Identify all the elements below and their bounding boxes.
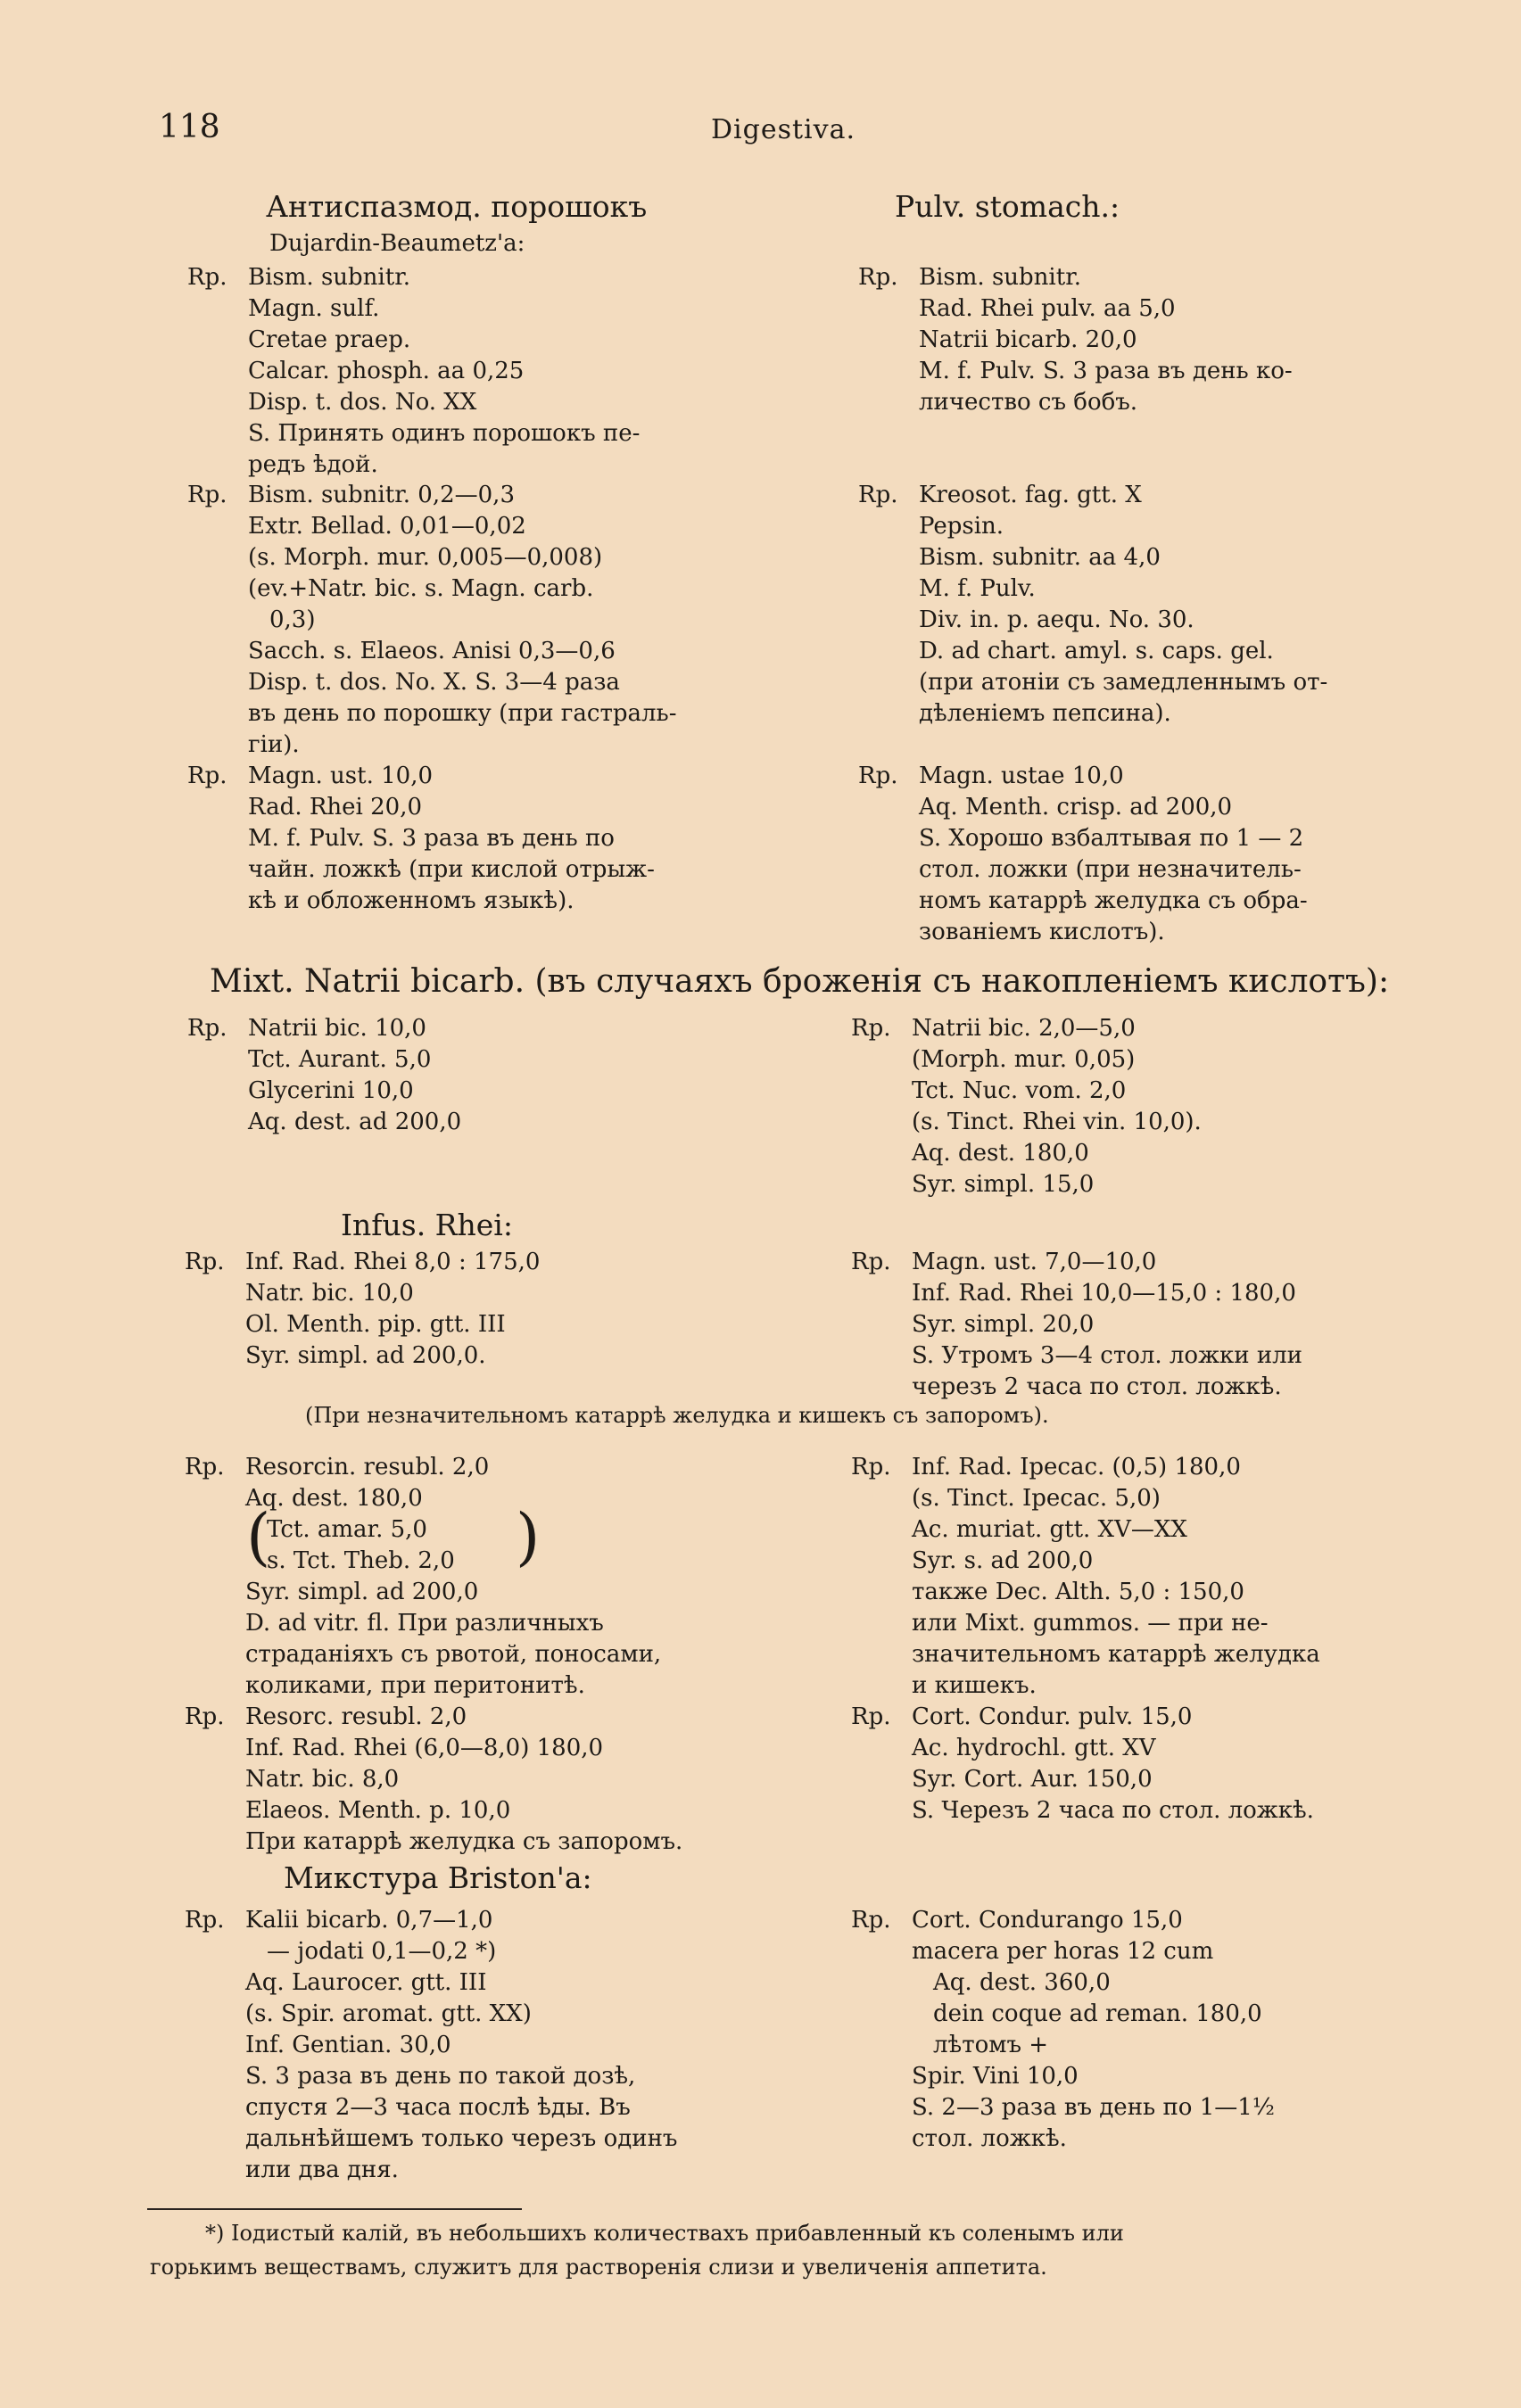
recipe-line: (s. Tinct. Rhei vin. 10,0). xyxy=(912,1109,1202,1135)
recipe-line: Natrii bic. 10,0 xyxy=(248,1015,426,1042)
recipe-line: dein coque ad reman. 180,0 xyxy=(933,2000,1262,2027)
recipe-line: Syr. s. ad 200,0 xyxy=(912,1547,1094,1574)
rp-mark: Rp. xyxy=(187,264,227,291)
right-brace: ) xyxy=(516,1500,541,1573)
recipe-line: (Morph. mur. 0,05) xyxy=(912,1046,1136,1073)
running-head: Digestiva. xyxy=(711,114,856,145)
recipe-left-4 xyxy=(187,1013,462,1138)
recipe-line: Resorc. resubl. 2,0 xyxy=(245,1703,467,1730)
rp-mark: Rp. xyxy=(858,264,898,291)
recipe-line: Calcar. phosph. aa 0,25 xyxy=(248,358,525,384)
recipe-line: Kreosot. fag. gtt. X xyxy=(919,482,1142,508)
recipe-line: Aq. Laurocer. gtt. III xyxy=(245,1969,487,1996)
recipe-line: Tct. Aurant. 5,0 xyxy=(248,1046,432,1073)
recipe-line: Natrii bic. 2,0—5,0 xyxy=(912,1015,1136,1042)
recipe-line: Syr. Cort. Aur. 150,0 xyxy=(912,1766,1153,1793)
recipe-line: S. Принять одинъ порошокъ пе- xyxy=(248,420,641,447)
rp-mark: Rp. xyxy=(187,763,227,789)
antispasm-powder-subtitle: Dujardin-Beaumetz'a: xyxy=(269,230,525,257)
footnote-rule xyxy=(147,2208,522,2210)
recipe-line: дѣленіемъ пепсина). xyxy=(919,700,1171,727)
rp-mark: Rp. xyxy=(185,1249,225,1275)
recipe-line: Aq. dest. 180,0 xyxy=(245,1485,423,1512)
rp-mark: Rp. xyxy=(858,482,898,508)
recipe-right-2 xyxy=(858,480,1328,730)
recipe-line: Spir. Vini 10,0 xyxy=(912,2063,1079,2090)
recipe-line: s. Tct. Theb. 2,0 xyxy=(267,1547,455,1574)
recipe-line: Aq. Menth. crisp. ad 200,0 xyxy=(919,794,1233,821)
recipe-left-7 xyxy=(185,1702,683,1858)
recipe-line: редъ ѣдой. xyxy=(248,451,378,478)
recipe-line: — jodati 0,1—0,2 *) xyxy=(267,1938,497,1965)
recipe-line: Ac. muriat. gtt. XV—XX xyxy=(912,1516,1187,1543)
recipe-line: Cort. Condur. pulv. 15,0 xyxy=(912,1703,1193,1730)
recipe-right-5 xyxy=(851,1247,1303,1403)
recipe-line: Disp. t. dos. No. XX xyxy=(248,389,477,416)
left-brace: ( xyxy=(246,1500,271,1573)
recipe-line: D. ad vitr. fl. При различныхъ xyxy=(245,1610,604,1637)
recipe-line: чайн. ложкѣ (при кислой отрыж- xyxy=(248,856,655,883)
recipe-line: Aq. dest. 180,0 xyxy=(912,1140,1089,1167)
recipe-line: Syr. simpl. 15,0 xyxy=(912,1171,1095,1198)
recipe-line: (ev.+Natr. bic. s. Magn. carb. xyxy=(248,575,594,602)
rp-mark: Rp. xyxy=(187,1015,227,1042)
recipe-line: (при атоніи съ замедленнымъ от- xyxy=(919,669,1328,696)
recipe-line: Ac. hydrochl. gtt. XV xyxy=(912,1735,1156,1761)
recipe-line: Glycerini 10,0 xyxy=(248,1077,414,1104)
recipe-line: S. 2—3 раза въ день по 1—1½ xyxy=(912,2094,1275,2121)
recipe-line: Inf. Rad. Rhei 8,0 : 175,0 xyxy=(245,1249,541,1275)
recipe-line: S. 3 раза въ день по такой дозѣ, xyxy=(245,2063,636,2090)
recipe-line: Extr. Bellad. 0,01—0,02 xyxy=(248,513,526,540)
recipe-line: коликами, при перитонитѣ. xyxy=(245,1672,585,1699)
recipe-right-6 xyxy=(851,1452,1320,1702)
recipe-line: Cort. Condurango 15,0 xyxy=(912,1907,1183,1934)
recipe-line: стол. ложкѣ. xyxy=(912,2125,1067,2152)
recipe-line: Rad. Rhei pulv. aa 5,0 xyxy=(919,295,1176,322)
recipe-line: Magn. ustae 10,0 xyxy=(919,763,1124,789)
recipe-left-3 xyxy=(187,761,655,917)
recipe-line: дальнѣйшемъ только черезъ одинъ xyxy=(245,2125,678,2152)
recipe-line: 0,3) xyxy=(269,606,316,633)
recipe-line: Bism. subnitr. xyxy=(919,264,1082,291)
footnote-line-1: *) Іодистый калій, въ небольшихъ количествахъ прибавленный къ соленымъ или xyxy=(205,2221,1124,2246)
recipe-line: черезъ 2 часа по стол. ложкѣ. xyxy=(912,1373,1282,1400)
recipe-line: Bism. subnitr. 0,2—0,3 xyxy=(248,482,515,508)
recipe-line: Aq. dest. ad 200,0 xyxy=(248,1109,462,1135)
recipe-line: (s. Tinct. Ipecac. 5,0) xyxy=(912,1485,1161,1512)
footnote-line-2: горькимъ веществамъ, служитъ для растворенія слизи и увеличенія аппетита. xyxy=(150,2255,1047,2280)
recipe-right-4 xyxy=(851,1013,1202,1200)
recipe-line: лѣтомъ + xyxy=(933,2032,1049,2058)
recipe-line: M. f. Pulv. xyxy=(919,575,1036,602)
recipe-left-8 xyxy=(185,1905,678,2186)
recipe-line: M. f. Pulv. S. 3 раза въ день ко- xyxy=(919,358,1293,384)
recipe-line: (s. Spir. aromat. gtt. XX) xyxy=(245,2000,532,2027)
recipe-line: Magn. ust. 10,0 xyxy=(248,763,433,789)
recipe-line: Bism. subnitr. xyxy=(248,264,411,291)
recipe-line: Syr. simpl. 20,0 xyxy=(912,1311,1095,1338)
recipe-line: Div. in. p. aequ. No. 30. xyxy=(919,606,1194,633)
recipe-line: Natrii bicarb. 20,0 xyxy=(919,326,1137,353)
recipe-line: стол. ложки (при незначитель- xyxy=(919,856,1302,883)
recipe-line: Natr. bic. 10,0 xyxy=(245,1280,414,1307)
recipe-line: macera per horas 12 cum xyxy=(912,1938,1214,1965)
pulv-stomach-title: Pulv. stomach.: xyxy=(895,189,1120,224)
rp-mark: Rp. xyxy=(851,1249,891,1275)
recipe-right-8 xyxy=(851,1905,1275,2155)
page-number: 118 xyxy=(159,109,220,145)
recipe-left-1 xyxy=(187,262,641,481)
recipe-line: S. Хорошо взбалтывая по 1 — 2 xyxy=(919,825,1304,852)
recipe-line: Magn. sulf. xyxy=(248,295,380,322)
recipe-line: гіи). xyxy=(248,731,300,758)
mikstura-briston-title: Микстура Briston'a: xyxy=(284,1860,592,1895)
recipe-line: Inf. Rad. Ipecac. (0,5) 180,0 xyxy=(912,1454,1241,1480)
rp-mark: Rp. xyxy=(851,1907,891,1934)
recipe-line: зованіемъ кислотъ). xyxy=(919,919,1165,945)
recipe-line: Inf. Gentian. 30,0 xyxy=(245,2032,451,2058)
recipe-line: Cretae praep. xyxy=(248,326,411,353)
recipe-line: Ol. Menth. pip. gtt. III xyxy=(245,1311,506,1338)
recipe-line: Inf. Rad. Rhei 10,0—15,0 : 180,0 xyxy=(912,1280,1296,1307)
recipe-line: Resorcin. resubl. 2,0 xyxy=(245,1454,490,1480)
antispasm-powder-title: Антиспазмод. порошокъ xyxy=(266,189,648,224)
recipe-line: Rad. Rhei 20,0 xyxy=(248,794,423,821)
recipe-line: Kalii bicarb. 0,7—1,0 xyxy=(245,1907,493,1934)
recipe-line: номъ катаррѣ желудка съ обра- xyxy=(919,887,1308,914)
rp-mark: Rp. xyxy=(851,1015,891,1042)
infus-rhei-title: Infus. Rhei: xyxy=(341,1208,513,1242)
recipe-left-2 xyxy=(187,480,677,761)
rp-mark: Rp. xyxy=(185,1907,225,1934)
recipe-line: Syr. simpl. ad 200,0 xyxy=(245,1579,479,1605)
recipe-line: Syr. simpl. ad 200,0. xyxy=(245,1342,486,1369)
recipe-line: Tct. Nuc. vom. 2,0 xyxy=(912,1077,1127,1104)
recipe-left-6 xyxy=(185,1452,662,1702)
recipe-right-7 xyxy=(851,1702,1314,1827)
recipe-line: (s. Morph. mur. 0,005—0,008) xyxy=(248,544,603,571)
recipe-line: Disp. t. dos. No. X. S. 3—4 раза xyxy=(248,669,620,696)
recipe-line: При катаррѣ желудка съ запоромъ. xyxy=(245,1828,683,1855)
mixt-natrii-title: Mixt. Natrii bicarb. (въ случаяхъ броженія съ накопленіемъ кислотъ): xyxy=(210,963,1390,1000)
recipe-line: Bism. subnitr. aa 4,0 xyxy=(919,544,1161,571)
rp-mark: Rp. xyxy=(185,1703,225,1730)
rp-mark: Rp. xyxy=(851,1454,891,1480)
recipe-left-5 xyxy=(185,1247,541,1372)
rp-mark: Rp. xyxy=(187,482,227,508)
recipe-line: значительномъ катаррѣ желудка xyxy=(912,1641,1320,1668)
recipe-right-3 xyxy=(858,761,1308,948)
recipe-line: кѣ и обложенномъ языкѣ). xyxy=(248,887,575,914)
recipe-line: также Dec. Alth. 5,0 : 150,0 xyxy=(912,1579,1244,1605)
recipe-line: личество съ бобъ. xyxy=(919,389,1138,416)
recipe-line: или Mixt. gummos. — при не- xyxy=(912,1610,1269,1637)
recipe-line: Inf. Rad. Rhei (6,0—8,0) 180,0 xyxy=(245,1735,604,1761)
rp-mark: Rp. xyxy=(185,1454,225,1480)
recipe-line: Elaeos. Menth. p. 10,0 xyxy=(245,1797,511,1824)
recipe-right-1 xyxy=(858,262,1293,418)
recipe-line: S. Черезъ 2 часа по стол. ложкѣ. xyxy=(912,1797,1314,1824)
recipe-line: Magn. ust. 7,0—10,0 xyxy=(912,1249,1157,1275)
recipe-line: S. Утромъ 3—4 стол. ложки или xyxy=(912,1342,1303,1369)
recipe-line: M. f. Pulv. S. 3 раза въ день по xyxy=(248,825,615,852)
recipe-line: въ день по порошку (при гастраль- xyxy=(248,700,677,727)
rp-mark: Rp. xyxy=(858,763,898,789)
recipe-line: Aq. dest. 360,0 xyxy=(933,1969,1111,1996)
recipe-line: Sacch. s. Elaeos. Anisi 0,3—0,6 xyxy=(248,638,616,664)
recipe-line: спустя 2—3 часа послѣ ѣды. Въ xyxy=(245,2094,631,2121)
recipe-line: D. ad chart. amyl. s. caps. gel. xyxy=(919,638,1274,664)
recipe-line: страданіяхъ съ рвотой, поносами, xyxy=(245,1641,662,1668)
recipe-line: Tct. amar. 5,0 xyxy=(267,1516,427,1543)
recipe-line: и кишекъ. xyxy=(912,1672,1037,1699)
infus-note: (При незначительномъ катаррѣ желудка и кишекъ съ запоромъ). xyxy=(305,1403,1049,1428)
recipe-line: Natr. bic. 8,0 xyxy=(245,1766,400,1793)
recipe-line: или два дня. xyxy=(245,2156,399,2183)
recipe-line: Pepsin. xyxy=(919,513,1004,540)
rp-mark: Rp. xyxy=(851,1703,891,1730)
